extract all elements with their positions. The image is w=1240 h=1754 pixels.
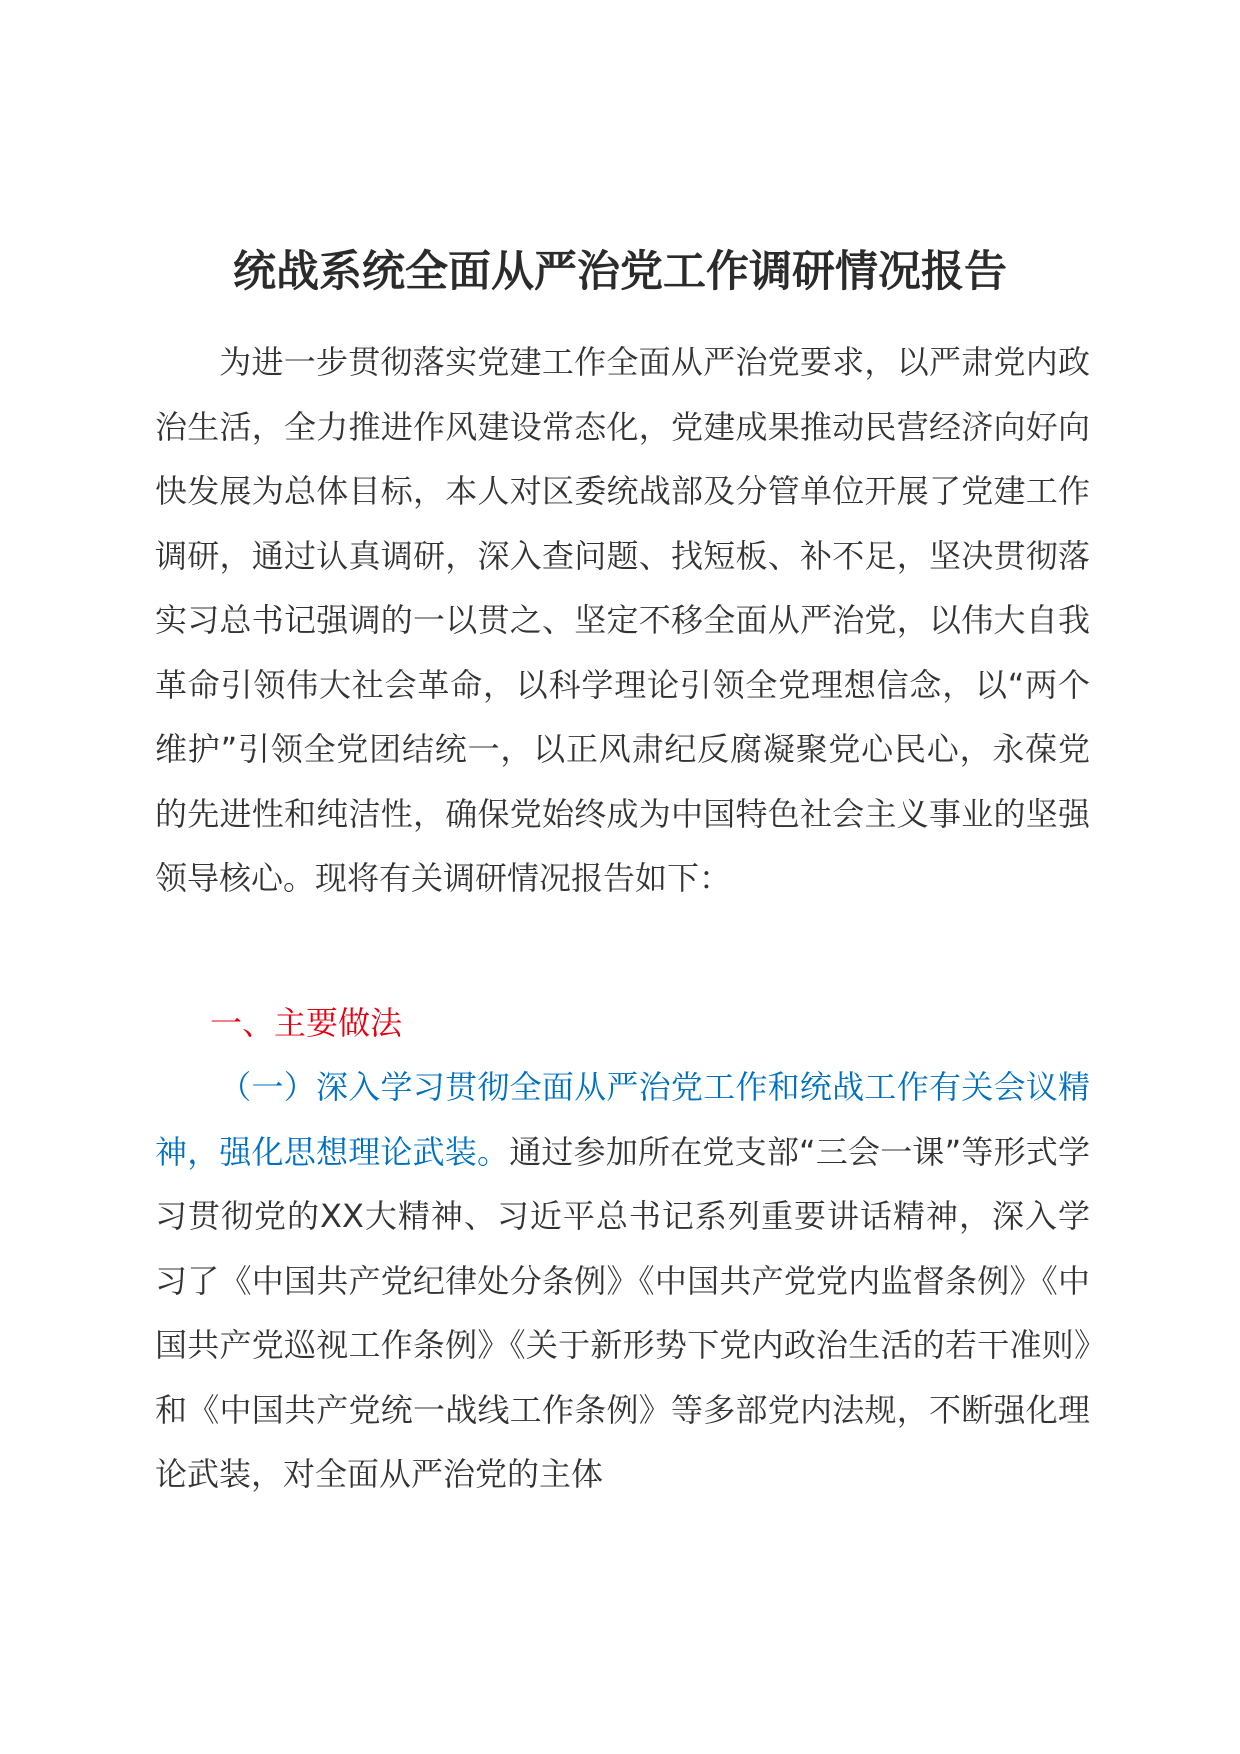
- subsection-1-body: 通过参加所在党支部“三会一课”等形式学习贯彻党的XX大精神、习近平总书记系列重要讲话精神，深入学习了《中国共产党纪律处分条例》《中国共产党党内监督条例》《中国共产党巡视工作条例》《关于新形势下党内政治生活的若干准则》和《中国共产党统一战线工作条例》等多部党内法规，不断强化理论武装，对全面从严治党的主体: [155, 1132, 1090, 1493]
- subsection-1-heading: （一）深入学习贯彻全面从严治党工作和统战工作有关会议精神，强化思想理论武装。: [155, 1068, 1090, 1171]
- intro-paragraph-text: 为进一步贯彻落实党建工作全面从严治党要求，以严肃党内政治生活，全力推进作风建设常态化，党建成果推动民营经济向好向快发展为总体目标，本人对区委统战部及分管单位开展了党建工作调研，通过认真调研，深入查问题、找短板、补不足，坚决贯彻落实习总书记强调的一以贯之、坚定不移全面从严治党，以伟大自我革命引领伟大社会革命，以科学理论引领全党理想信念，以“两个维护”引领全党团结统一，以正风肃纪反腐凝聚党心民心，永葆党的先进性和纯洁性，确保党始终成为中国特色社会主义事业的坚强领导核心。现将有关调研情况报告如下：: [155, 343, 1090, 897]
- document-title: 统战系统全面从严治党工作调研情况报告: [233, 247, 1007, 297]
- subsection-1-paragraph: [155, 1055, 1090, 1507]
- intro-paragraph: [155, 330, 1090, 911]
- section-heading-main-practices: 一、主要做法: [210, 1004, 403, 1042]
